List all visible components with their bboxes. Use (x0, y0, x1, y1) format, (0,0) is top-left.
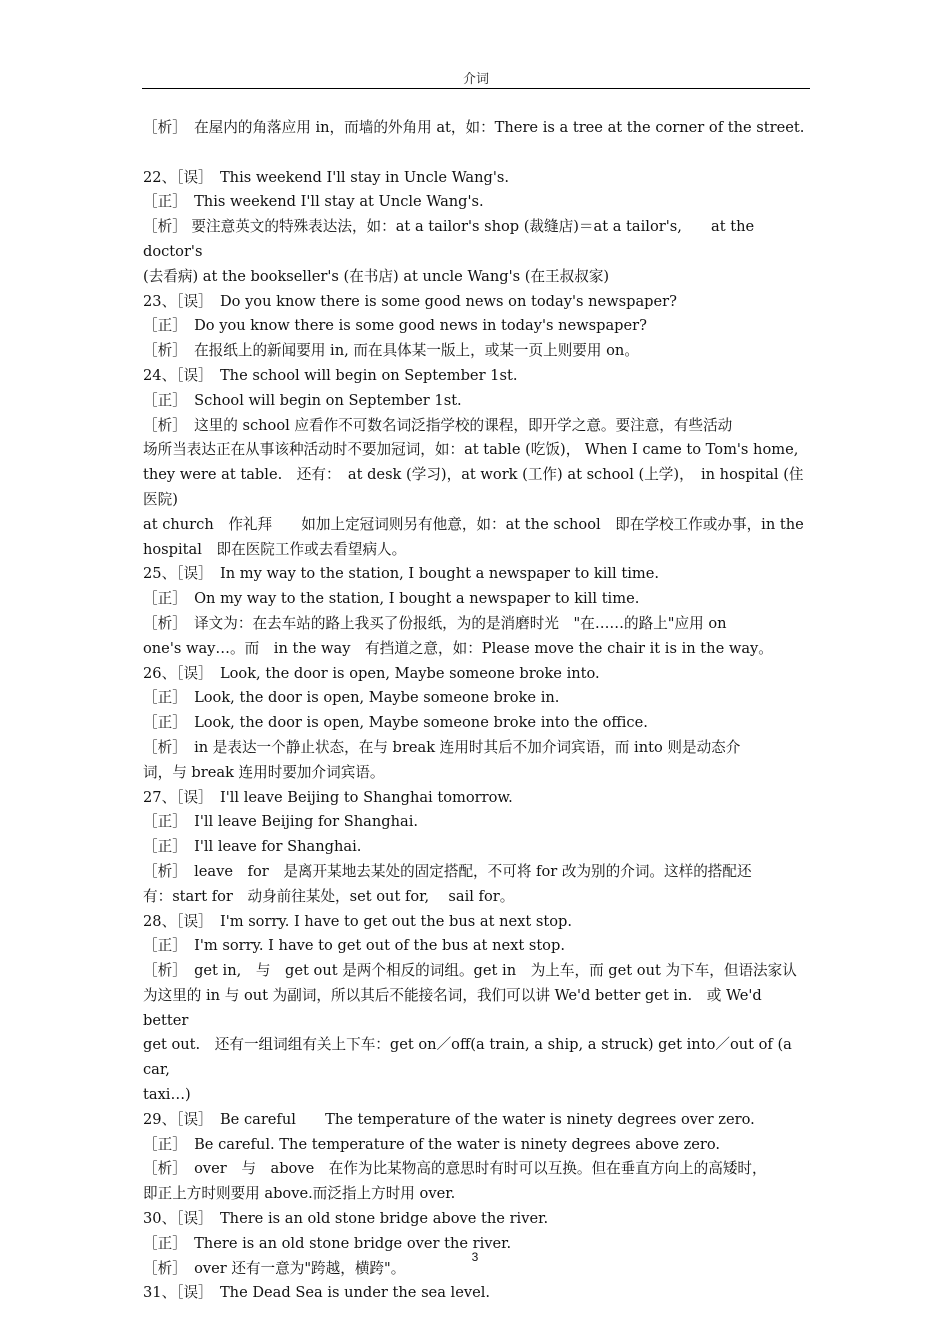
text-line: ［析］ over 与 above 在作为比某物高的意思时有时可以互换。但在垂直方向上的高矮时， (143, 1160, 767, 1178)
blank-line (143, 141, 810, 166)
text-line: 有：start for 动身前往某处，set out for, sail for。 (143, 887, 515, 905)
text-line: ［析］ over 还有一意为"跨越，横跨"。 (143, 1259, 406, 1277)
page-number: 3 (471, 1250, 479, 1264)
text-line: 词，与 break 连用时要加介词宾语。 (143, 763, 385, 781)
page-header-title: 介词 (462, 72, 489, 87)
text-line: ［正］ Look, the door is open, Maybe someone broke in. (143, 689, 560, 707)
text-line: ［正］ On my way to the station, I bought a newspaper to kill time. (143, 590, 640, 608)
text-line: ［析］ 在屋内的角落应用 in，而墙的外角用 at，如：There is a tree at the corner of the street. (143, 119, 805, 136)
text-line: 31、［误］ The Dead Sea is under the sea level. (143, 1284, 491, 1302)
text-line: ［正］ There is an old stone bridge over the river. (143, 1234, 512, 1252)
text-line: 场所当表达正在从事该种活动时不要加冠词，如：at table (吃饭)， When I came to Tom's home, (143, 441, 799, 459)
text-line: (去看病) at the bookseller's (在书店) at uncle Wang's (在王叔叔家) (143, 267, 610, 285)
text-line: 25、［误］ In my way to the station, I bought a newspaper to kill time. (143, 565, 660, 583)
text-line: 24、［误］ The school will begin on September 1st. (143, 366, 518, 384)
text-line: taxi…) (143, 1086, 191, 1104)
text-line: at church 作礼拜 如加上定冠词则另有他意，如：at the school 即在学校工作或办事，in the (143, 515, 804, 533)
text-line: 29、［误］ Be careful The temperature of the water is ninety degrees over zero. (143, 1110, 755, 1128)
text-line: 22、［误］ This weekend I'll stay in Uncle Wang's. (143, 168, 510, 186)
text-line: ［析］ leave for 是离开某地去某处的固定搭配，不可将 for 改为别的介词。这样的搭配还 (143, 862, 752, 880)
text-line: get out. 还有一组词组有关上下车：get on／off(a train, a ship, a struck) get into／out of (a car, (143, 1036, 797, 1079)
text-line: one's way…。而 in the way 有挡道之意，如：Please move the chair it is in the way。 (143, 639, 773, 657)
text-line: ［正］ Look, the door is open, Maybe someone broke into the office. (143, 714, 648, 732)
document-body (143, 116, 810, 1306)
text-line: ［正］ School will begin on September 1st. (143, 391, 462, 409)
text-line: 23、［误］ Do you know there is some good news on today's newspaper? (143, 292, 677, 310)
text-line: ［析］ in 是表达一个静止状态，在与 break 连用时其后不加介词宾语，而 into 则是动态介 (143, 738, 741, 756)
text-line: ［正］ I'll leave Beijing for Shanghai. (143, 813, 418, 831)
text-line: ［析］ 译文为：在去车站的路上我买了份报纸，为的是消磨时光 "在……的路上"应用 on (143, 614, 727, 632)
text-line: 26、［误］ Look, the door is open, Maybe someone broke into. (143, 664, 600, 682)
text-line: ［析］ 要注意英文的特殊表达法，如：at a tailor's shop (裁缝店)＝at a tailor's, at the doctor's (143, 218, 759, 260)
text-line: ［析］ 在报纸上的新闻要用 in, 而在具体某一版上，或某一页上则要用 on。 (143, 342, 639, 360)
text-line: 27、［误］ I'll leave Beijing to Shanghai tomorrow. (143, 788, 513, 806)
text-line: 即正上方时则要用 above.而泛指上方时用 over. (143, 1185, 456, 1203)
text-line: 28、［误］ I'm sorry. I have to get out the bus at next stop. (143, 912, 572, 930)
header-divider (142, 88, 810, 89)
text-line: 30、［误］ There is an old stone bridge above the river. (143, 1210, 549, 1228)
text-line: hospital 即在医院工作或去看望病人。 (143, 540, 407, 558)
text-line: ［正］ This weekend I'll stay at Uncle Wang's. (143, 193, 484, 211)
text-line: ［析］ get in, 与 get out 是两个相反的词组。get in 为上车，而 get out 为下车，但语法家认 (143, 962, 797, 980)
text-line: 为这里的 in 与 out 为副词，所以其后不能接名词，我们可以讲 We'd better get in. 或 We'd better (143, 986, 767, 1029)
text-line: they were at table. 还有： at desk (学习)，at work (工作) at school (上学)， in hospital (住医院) (143, 466, 804, 508)
text-line: ［正］ I'm sorry. I have to get out of the bus at next stop. (143, 937, 565, 955)
text-line: ［析］ 这里的 school 应看作不可数名词泛指学校的课程，即开学之意。要注意，有些活动 (143, 416, 733, 434)
text-line: ［正］ Do you know there is some good news in today's newspaper? (143, 317, 647, 335)
text-line: ［正］ I'll leave for Shanghai. (143, 838, 362, 856)
text-line: ［正］ Be careful. The temperature of the water is ninety degrees above zero. (143, 1135, 721, 1153)
